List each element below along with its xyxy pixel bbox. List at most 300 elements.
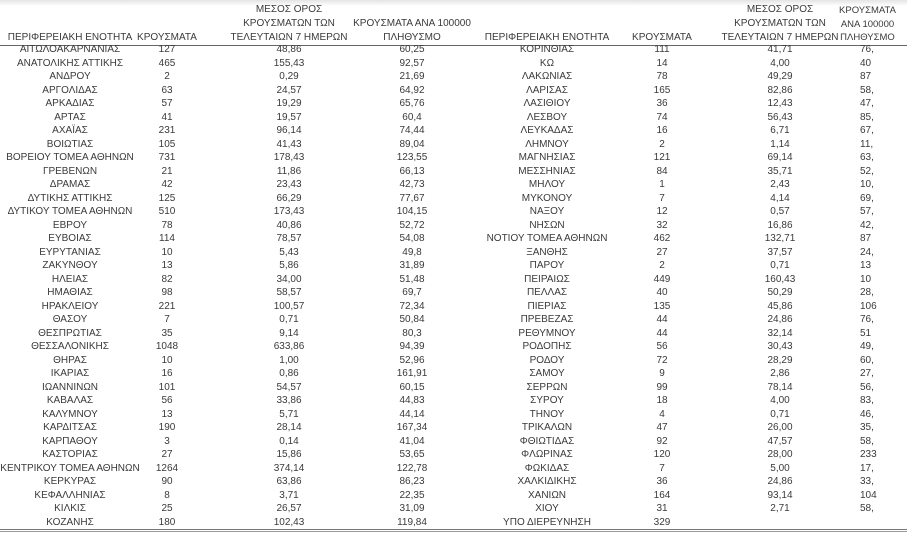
table-cell-cases: 465 [158, 57, 176, 69]
table-cell-avg-7-days: 100,57 [273, 300, 305, 312]
table-cell-cases: 231 [158, 125, 176, 136]
table-cell-cases: 21 [161, 165, 173, 177]
table-cell-per-100k: 10 [860, 273, 872, 285]
table-cell-avg-7-days: 54,57 [276, 381, 302, 393]
table-cell-per-100k: 58, [860, 84, 874, 96]
header-region-left: ΠΕΡΙΦΕΡΕΙΑΚΗ ΕΝΟΤΗΤΑ [7, 32, 133, 43]
table-cell-per-100k: 63, [860, 152, 874, 163]
table-cell-cases: 127 [158, 44, 176, 55]
table-cell-cases: 92 [656, 435, 668, 447]
table-cell-per-100k: 60,25 [399, 44, 425, 55]
table-cell-per-100k: 94,39 [399, 341, 425, 352]
table-cell-avg-7-days: 12,43 [767, 98, 793, 109]
table-cell-per-100k: 33, [860, 476, 874, 487]
table-cell-per-100k: 13 [860, 260, 872, 271]
table-cell-per-100k: 49, [860, 341, 874, 352]
table-cell-cases: 57 [161, 98, 173, 109]
table-cell-cases: 221 [158, 300, 176, 312]
table-cell-region: ΛΕΥΚΑΔΑΣ [520, 125, 574, 136]
table-cell-per-100k: 52,72 [399, 219, 425, 231]
table-cell-avg-7-days: 37,57 [767, 246, 793, 258]
table-cell-cases: 7 [659, 462, 665, 474]
table-cell-avg-7-days: 24,57 [276, 84, 302, 96]
table-cell-avg-7-days: 0,29 [279, 71, 299, 82]
header-avg-left-1: ΜΕΣΟΣ ΟΡΟΣ [255, 4, 323, 15]
table-cell-avg-7-days: 4,00 [770, 395, 790, 406]
table-cell-cases: 2 [659, 138, 665, 150]
table-cell-region: ΧΑΛΚΙΔΙΚΗΣ [517, 476, 577, 487]
table-cell-cases: 27 [656, 246, 668, 258]
table-cell-region: ΘΕΣΠΡΩΤΙΑΣ [38, 327, 102, 339]
table-cell-cases: 44 [656, 314, 668, 325]
table-cell-cases: 462 [653, 233, 671, 244]
table-cell-avg-7-days: 78,57 [276, 233, 302, 244]
table-bottom-border [0, 529, 907, 532]
table-cell-per-100k: 80,3 [402, 327, 422, 339]
table-cell-per-100k: 41,04 [399, 435, 425, 447]
table-cell-avg-7-days: 41,71 [767, 44, 793, 55]
table-cell-region: ΑΡΤΑΣ [54, 111, 86, 123]
table-cell-region: ΠΡΕΒΕΖΑΣ [520, 314, 574, 325]
table-cell-avg-7-days: 33,86 [276, 395, 302, 406]
table-cell-region: ΗΜΑΘΙΑΣ [47, 287, 93, 298]
table-cell-region: ΜΕΣΣΗΝΙΑΣ [518, 165, 576, 177]
table-cell-avg-7-days: 15,86 [276, 449, 302, 460]
header-cases-right: ΚΡΟΥΣΜΑΤΑ [632, 32, 692, 43]
table-cell-region: ΛΗΜΝΟΥ [525, 138, 569, 150]
table-cell-cases: 16 [161, 368, 173, 379]
table-cell-avg-7-days: 2,86 [770, 368, 790, 379]
table-cell-per-100k: 104 [860, 489, 877, 501]
table-cell-avg-7-days: 47,57 [767, 435, 793, 447]
table-cell-region: ΚΩ [539, 57, 555, 69]
table-cell-per-100k: 51,48 [399, 273, 425, 285]
table-cell-cases: 1048 [155, 341, 179, 352]
table-cell-cases: 111 [654, 44, 670, 55]
table-cell-per-100k: 54,08 [399, 233, 425, 244]
table-cell-cases: 165 [653, 84, 671, 96]
header-avg-left-2: ΚΡΟΥΣΜΑΤΩΝ ΤΩΝ [243, 18, 335, 29]
table-cell-per-100k: 11, [860, 138, 874, 150]
table-cell-region: ΡΟΔΟΠΗΣ [522, 341, 572, 352]
table-cell-per-100k: 77,67 [399, 192, 425, 204]
table-cell-per-100k: 52,96 [399, 354, 425, 366]
table-cell-region: ΠΕΛΛΑΣ [526, 287, 568, 298]
table-cell-cases: 12 [656, 206, 668, 217]
table-cell-cases: 114 [159, 233, 175, 244]
table-cell-region: ΕΒΡΟΥ [52, 219, 88, 231]
table-cell-avg-7-days: 24,86 [767, 314, 793, 325]
table-cell-avg-7-days: 0,71 [770, 260, 790, 271]
table-cell-avg-7-days: 3,71 [279, 489, 299, 501]
table-cell-region: ΥΠΟ ΔΙΕΡΕΥΝΗΣΗ [503, 516, 591, 528]
header-per100k-left-2: ΠΛΗΘΥΣΜΟ [383, 32, 441, 43]
table-cell-cases: 3 [164, 435, 170, 447]
table-cell-cases: 101 [158, 381, 176, 393]
table-cell-cases: 18 [656, 395, 668, 406]
table-cell-avg-7-days: 16,86 [767, 219, 793, 231]
table-cell-region: ΚΑΡΔΙΤΣΑΣ [43, 422, 97, 433]
table-cell-region: ΚΕΦΑΛΛΗΝΙΑΣ [34, 489, 106, 501]
table-cell-avg-7-days: 6,71 [770, 125, 790, 136]
table-cell-cases: 41 [161, 111, 173, 123]
table-cell-avg-7-days: 0,71 [279, 314, 299, 325]
table-cell-cases: 84 [656, 165, 668, 177]
table-cell-per-100k: 44,14 [399, 408, 425, 420]
table-cell-per-100k: 69, [860, 192, 874, 204]
table-cell-region: ΜΗΛΟΥ [528, 179, 566, 190]
table-cell-region: ΦΘΙΩΤΙΔΑΣ [519, 435, 575, 447]
table-cell-avg-7-days: 45,86 [767, 300, 793, 312]
table-cell-cases: 105 [158, 138, 176, 150]
table-cell-region: ΣΑΜΟΥ [529, 368, 565, 379]
table-cell-cases: 27 [161, 449, 173, 460]
header-avg-right-2: ΚΡΟΥΣΜΑΤΩΝ ΤΩΝ [734, 18, 826, 29]
table-cell-per-100k: 69,7 [402, 287, 422, 298]
table-cell-avg-7-days: 66,29 [276, 192, 302, 204]
table-cell-per-100k: 24, [860, 246, 874, 258]
table-cell-per-100k: 21,69 [399, 71, 425, 82]
header-region-right: ΠΕΡΙΦΕΡΕΙΑΚΗ ΕΝΟΤΗΤΑ [484, 32, 610, 43]
table-cell-region: ΤΗΝΟΥ [529, 408, 565, 420]
table-cell-region: ΝΗΣΩΝ [529, 219, 565, 231]
table-cell-per-100k: 28, [860, 287, 874, 298]
table-cell-avg-7-days: 56,43 [767, 111, 793, 123]
table-cell-per-100k: 58, [860, 503, 874, 514]
table-cell-region: ΦΩΚΙΔΑΣ [524, 462, 570, 474]
table-cell-region: ΔΥΤΙΚΗΣ ΑΤΤΙΚΗΣ [27, 192, 113, 204]
table-cell-cases: 63 [161, 84, 173, 96]
table-cell-per-100k: 83, [860, 395, 874, 406]
table-cell-region: ΔΡΑΜΑΣ [49, 179, 91, 190]
table-cell-avg-7-days: 5,71 [279, 408, 299, 420]
table-cell-per-100k: 40 [860, 57, 872, 69]
table-cell-per-100k: 87 [860, 233, 872, 244]
table-cell-region: ΖΑΚΥΝΘΟΥ [42, 260, 98, 271]
table-cell-per-100k: 49,8 [402, 246, 422, 258]
table-cell-avg-7-days: 1,00 [279, 354, 299, 366]
table-cell-region: ΗΡΑΚΛΕΙΟΥ [41, 300, 99, 312]
table-cell-region: ΛΑΣΙΘΙΟΥ [523, 98, 571, 109]
table-cell-cases: 78 [161, 219, 173, 231]
table-cell-region: ΞΑΝΘΗΣ [526, 246, 568, 258]
table-cell-cases: 7 [659, 192, 665, 204]
table-cell-region: ΚΕΝΤΡΙΚΟΥ ΤΟΜΕΑ ΑΘΗΝΩΝ [0, 462, 140, 474]
table-cell-cases: 40 [656, 287, 668, 298]
table-cell-cases: 9 [659, 368, 665, 379]
table-cell-avg-7-days: 63,86 [276, 476, 302, 487]
table-cell-per-100k: 85, [860, 111, 874, 123]
table-cell-cases: 449 [653, 273, 671, 285]
table-cell-region: ΛΑΡΙΣΑΣ [526, 84, 568, 96]
table-cell-region: ΕΥΒΟΙΑΣ [48, 233, 92, 244]
header-per100k-right-2: ΠΛΗΘΥΣΜΟ [840, 32, 895, 43]
table-cell-per-100k: 161,91 [396, 368, 428, 379]
table-cell-per-100k: 51 [860, 327, 872, 339]
table-cell-per-100k: 57, [860, 206, 874, 217]
table-cell-avg-7-days: 32,14 [767, 327, 793, 339]
table-cell-avg-7-days: 40,86 [276, 219, 302, 231]
table-cell-cases: 98 [161, 287, 173, 298]
table-cell-avg-7-days: 96,14 [276, 125, 302, 136]
table-cell-region: ΑΝΔΡΟΥ [49, 71, 91, 82]
table-cell-cases: 10 [161, 246, 173, 258]
table-cell-cases: 120 [653, 449, 671, 460]
table-cell-avg-7-days: 50,29 [767, 287, 793, 298]
header-cases-left: ΚΡΟΥΣΜΑΤΑ [137, 32, 197, 43]
table-cell-avg-7-days: 28,14 [276, 422, 302, 433]
table-cell-per-100k: 104,15 [396, 206, 428, 217]
table-cell-cases: 121 [653, 152, 671, 163]
table-cell-per-100k: 47, [860, 98, 874, 109]
table-cell-avg-7-days: 2,43 [770, 179, 790, 190]
table-cell-region: ΣΥΡΟΥ [530, 395, 564, 406]
table-cell-cases: 180 [158, 516, 176, 528]
table-cell-region: ΤΡΙΚΑΛΩΝ [521, 422, 573, 433]
table-cell-per-100k: 44,83 [399, 395, 425, 406]
table-cell-avg-7-days: 82,86 [767, 84, 793, 96]
table-cell-region: ΚΑΡΠΑΘΟΥ [42, 435, 98, 447]
header-avg-right-3: ΤΕΛΕΥΤΑΙΩΝ 7 ΗΜΕΡΩΝ [721, 32, 839, 43]
table-cell-per-100k: 106 [860, 300, 877, 312]
table-cell-avg-7-days: 0,71 [770, 408, 790, 420]
table-cell-region: ΚΕΡΚΥΡΑΣ [43, 476, 97, 487]
table-cell-cases: 731 [158, 152, 176, 163]
table-cell-per-100k: 64,92 [399, 84, 425, 96]
table-cell-region: ΧΙΟΥ [535, 503, 559, 514]
table-cell-region: ΚΑΣΤΟΡΙΑΣ [42, 449, 98, 460]
table-cell-per-100k: 122,78 [396, 462, 428, 474]
table-cell-cases: 32 [656, 219, 668, 231]
table-cell-region: ΝΑΞΟΥ [529, 206, 565, 217]
table-cell-avg-7-days: 28,29 [767, 354, 793, 366]
table-cell-per-100k: 60,15 [399, 381, 425, 393]
table-cell-per-100k: 31,89 [399, 260, 425, 271]
table-cell-per-100k: 17, [860, 462, 874, 474]
table-cell-avg-7-days: 41,43 [276, 138, 302, 150]
table-cell-avg-7-days: 24,86 [767, 476, 793, 487]
table-cell-cases: 10 [161, 354, 173, 366]
table-cell-cases: 36 [656, 98, 668, 109]
table-cell-region: ΡΟΔΟΥ [529, 354, 565, 366]
table-cell-cases: 25 [161, 503, 173, 514]
table-cell-region: ΒΟΡΕΙΟΥ ΤΟΜΕΑ ΑΘΗΝΩΝ [6, 152, 134, 163]
header-per100k-left-1: ΚΡΟΥΣΜΑΤΑ ΑΝΑ 100000 [353, 18, 471, 29]
table-cell-per-100k: 35, [860, 422, 874, 433]
table-cell-avg-7-days: 102,43 [273, 516, 305, 528]
table-cell-cases: 31 [656, 503, 668, 514]
table-cell-per-100k: 72,34 [399, 300, 425, 312]
table-cell-region: ΠΙΕΡΙΑΣ [527, 300, 567, 312]
table-cell-per-100k: 76, [860, 44, 874, 55]
table-cell-per-100k: 167,34 [396, 422, 428, 433]
table-cell-per-100k: 56, [860, 381, 874, 393]
table-cell-per-100k: 123,55 [396, 152, 428, 163]
table-cell-cases: 44 [656, 327, 668, 339]
table-cell-cases: 14 [656, 57, 668, 69]
table-cell-avg-7-days: 35,71 [767, 165, 793, 177]
table-cell-region: ΚΟΡΙΝΘΙΑΣ [519, 44, 575, 55]
table-cell-per-100k: 53,65 [399, 449, 425, 460]
table-cell-avg-7-days: 19,29 [276, 98, 302, 109]
table-cell-cases: 1 [659, 179, 665, 190]
table-cell-cases: 56 [161, 395, 173, 406]
table-cell-avg-7-days: 374,14 [273, 462, 305, 474]
table-cell-region: ΓΡΕΒΕΝΩΝ [42, 165, 98, 177]
table-cell-region: ΙΚΑΡΙΑΣ [50, 368, 90, 379]
table-cell-cases: 78 [656, 71, 668, 82]
table-cell-avg-7-days: 5,86 [279, 260, 299, 271]
table-cell-avg-7-days: 132,71 [764, 233, 796, 244]
table-cell-region: ΚΑΒΑΛΑΣ [46, 395, 94, 406]
table-cell-region: ΕΥΡΥΤΑΝΙΑΣ [39, 246, 101, 258]
table-cell-avg-7-days: 1,14 [770, 138, 790, 150]
table-cell-cases: 72 [656, 354, 668, 366]
table-cell-avg-7-days: 178,43 [273, 152, 305, 163]
table-cell-avg-7-days: 30,43 [767, 341, 793, 352]
table-cell-avg-7-days: 26,00 [767, 422, 793, 433]
table-cell-avg-7-days: 19,57 [276, 111, 302, 123]
table-cell-cases: 1264 [155, 462, 179, 474]
table-cell-avg-7-days: 0,14 [279, 435, 299, 447]
table-cell-region: ΜΥΚΟΝΟΥ [521, 192, 573, 204]
table-cell-avg-7-days: 34,00 [276, 273, 302, 285]
table-cell-per-100k: 58, [860, 435, 874, 447]
table-cell-region: ΠΑΡΟΥ [529, 260, 565, 271]
header-avg-right-1: ΜΕΣΟΣ ΟΡΟΣ [746, 4, 814, 15]
table-cell-cases: 2 [164, 71, 170, 82]
table-cell-cases: 4 [659, 408, 665, 420]
table-cell-per-100k: 92,57 [399, 57, 425, 69]
table-cell-region: ΑΡΚΑΔΙΑΣ [45, 98, 95, 109]
table-cell-avg-7-days: 11,86 [276, 165, 302, 177]
table-cell-cases: 7 [164, 314, 170, 325]
table-cell-region: ΦΛΩΡΙΝΑΣ [521, 449, 573, 460]
table-cell-cases: 42 [161, 179, 173, 190]
table-cell-avg-7-days: 48,86 [276, 44, 302, 55]
table-cell-avg-7-days: 9,14 [279, 327, 299, 339]
table-cell-cases: 8 [164, 489, 170, 501]
table-cell-avg-7-days: 26,57 [276, 503, 302, 514]
table-cell-per-100k: 31,09 [399, 503, 425, 514]
table-cell-region: ΘΑΣΟΥ [52, 314, 88, 325]
table-cell-cases: 125 [158, 192, 176, 204]
table-cell-avg-7-days: 2,71 [770, 503, 790, 514]
table-cell-per-100k: 233 [860, 449, 877, 460]
table-cell-per-100k: 46, [860, 408, 874, 420]
header-avg-left-3: ΤΕΛΕΥΤΑΙΩΝ 7 ΗΜΕΡΩΝ [230, 32, 348, 43]
table-cell-per-100k: 60, [860, 354, 874, 366]
table-cell-region: ΣΕΡΡΩΝ [526, 381, 568, 393]
table-cell-cases: 74 [656, 111, 668, 123]
table-cell-cases: 164 [653, 489, 671, 501]
table-cell-cases: 99 [656, 381, 668, 393]
table-cell-avg-7-days: 155,43 [273, 57, 305, 69]
table-cell-region: ΧΑΝΙΩΝ [527, 489, 567, 501]
table-cell-region: ΠΕΙΡΑΙΩΣ [524, 273, 570, 285]
table-cell-avg-7-days: 28,00 [767, 449, 793, 460]
table-cell-avg-7-days: 69,14 [767, 152, 793, 163]
table-cell-cases: 35 [161, 327, 173, 339]
table-cell-per-100k: 27, [860, 368, 874, 379]
table-cell-per-100k: 66,13 [399, 165, 425, 177]
table-cell-avg-7-days: 23,43 [276, 179, 302, 190]
table-cell-cases: 36 [656, 476, 668, 487]
table-cell-per-100k: 89,04 [399, 138, 425, 150]
table-cell-avg-7-days: 0,57 [770, 206, 790, 217]
table-cell-region: ΑΧΑΪΑΣ [52, 125, 88, 136]
table-cell-per-100k: 119,84 [397, 516, 427, 528]
table-cell-cases: 13 [161, 408, 173, 420]
table-cell-per-100k: 65,76 [399, 98, 425, 109]
table-cell-cases: 90 [161, 476, 173, 487]
table-cell-region: ΛΕΣΒΟΥ [526, 111, 568, 123]
table-cell-region: ΚΑΛΥΜΝΟΥ [42, 408, 98, 420]
table-cell-per-100k: 42,73 [399, 179, 425, 190]
table-cell-cases: 82 [161, 273, 173, 285]
table-cell-region: ΑΙΤΩΛΟΑΚΑΡΝΑΝΙΑΣ [19, 44, 121, 55]
table-cell-avg-7-days: 58,57 [276, 287, 302, 298]
table-cell-cases: 56 [656, 341, 668, 352]
table-cell-per-100k: 50,84 [399, 314, 425, 325]
table-cell-region: ΡΕΘΥΜΝΟΥ [518, 327, 576, 339]
table-cell-region: ΘΗΡΑΣ [53, 354, 87, 366]
table-cell-per-100k: 86,23 [399, 476, 425, 487]
table-cell-per-100k: 76, [860, 314, 874, 325]
table-cell-avg-7-days: 0,86 [279, 368, 299, 379]
table-cell-region: ΗΛΕΙΑΣ [51, 273, 89, 285]
table-cell-region: ΚΙΛΚΙΣ [54, 503, 86, 514]
table-cell-per-100k: 74,44 [399, 125, 425, 136]
header-per100k-right-1: ΚΡΟΥΣΜΑΤΑ ΑΝΑ 100000 [839, 5, 896, 30]
table-cell-per-100k: 87 [860, 71, 872, 82]
table-cell-cases: 510 [158, 206, 176, 217]
table-cell-per-100k: 52, [860, 165, 874, 177]
table-cell-region: ΚΟΖΑΝΗΣ [46, 516, 94, 528]
table-cell-avg-7-days: 173,43 [273, 206, 305, 217]
table-cell-cases: 2 [659, 260, 665, 271]
table-cell-cases: 190 [158, 422, 176, 433]
table-cell-per-100k: 67, [860, 125, 874, 136]
table-cell-region: ΙΩΑΝΝΙΝΩΝ [41, 381, 99, 393]
table-cell-cases: 13 [161, 260, 173, 271]
table-cell-region: ΑΡΓΟΛΙΔΑΣ [42, 84, 98, 96]
table-cell-avg-7-days: 633,86 [273, 341, 305, 352]
table-cell-avg-7-days: 49,29 [767, 71, 793, 82]
table-cell-per-100k: 60,4 [402, 111, 422, 123]
table-cell-avg-7-days: 160,43 [764, 273, 796, 285]
table-cell-region: ΘΕΣΣΑΛΟΝΙΚΗΣ [31, 341, 109, 352]
table-cell-region: ΜΑΓΝΗΣΙΑΣ [518, 152, 576, 163]
table-cell-region: ΛΑΚΩΝΙΑΣ [521, 71, 573, 82]
table-cell-region: ΑΝΑΤΟΛΙΚΗΣ ΑΤΤΙΚΗΣ [16, 57, 124, 69]
table-cell-avg-7-days: 4,00 [770, 57, 790, 69]
table-cell-cases: 47 [656, 422, 668, 433]
table-cell-region: ΒΟΙΩΤΙΑΣ [46, 138, 94, 150]
table-cell-avg-7-days: 5,43 [279, 246, 299, 258]
table-cell-cases: 329 [653, 516, 671, 528]
table-cell-per-100k: 22,35 [399, 489, 425, 501]
table-cell-avg-7-days: 78,14 [767, 381, 793, 393]
table-cell-per-100k: 10, [860, 179, 874, 190]
table-cell-avg-7-days: 4,14 [770, 192, 790, 204]
table-cell-avg-7-days: 5,00 [770, 462, 790, 474]
table-cell-avg-7-days: 93,14 [767, 489, 793, 501]
table-cell-per-100k: 42, [860, 219, 874, 231]
table-cell-region: ΔΥΤΙΚΟΥ ΤΟΜΕΑ ΑΘΗΝΩΝ [7, 206, 133, 217]
table-cell-cases: 135 [653, 300, 671, 312]
table-cell-region: ΝΟΤΙΟΥ ΤΟΜΕΑ ΑΘΗΝΩΝ [486, 233, 608, 244]
